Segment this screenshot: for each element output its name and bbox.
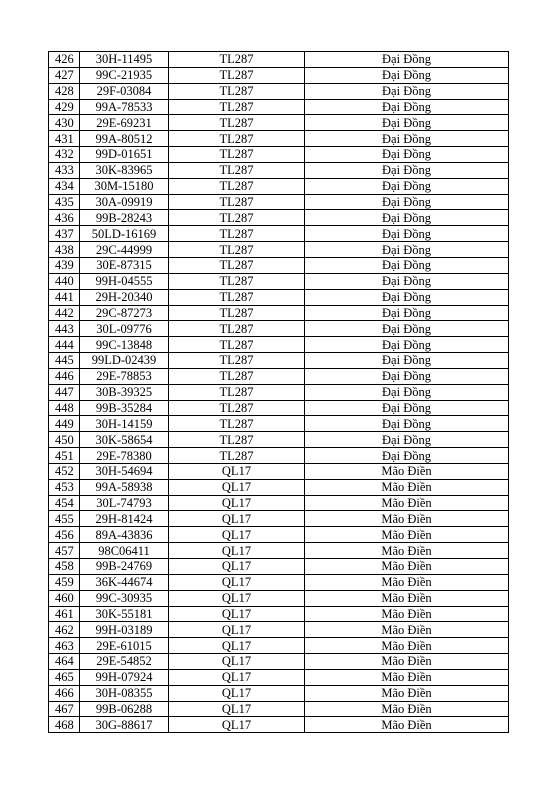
location-cell: Mão Điền xyxy=(305,479,509,495)
location-cell: Đại Đồng xyxy=(305,162,509,178)
location-cell: Mão Điền xyxy=(305,701,509,717)
table-row xyxy=(49,638,509,654)
row-number-cell: 438 xyxy=(49,242,80,258)
row-number-cell: 456 xyxy=(49,527,80,543)
table-row xyxy=(49,273,509,289)
location-cell: Đại Đồng xyxy=(305,337,509,353)
route-cell: QL17 xyxy=(169,463,305,479)
plate-number-cell: 30H-14159 xyxy=(80,416,169,432)
row-number-cell: 448 xyxy=(49,400,80,416)
plate-number-cell: 30E-87315 xyxy=(80,257,169,273)
table-row xyxy=(49,701,509,717)
location-cell: Đại Đồng xyxy=(305,305,509,321)
route-cell: TL287 xyxy=(169,368,305,384)
plate-number-cell: 99B-06288 xyxy=(80,701,169,717)
route-cell: TL287 xyxy=(169,257,305,273)
plate-number-cell: 30M-15180 xyxy=(80,178,169,194)
route-cell: TL287 xyxy=(169,194,305,210)
row-number-cell: 454 xyxy=(49,495,80,511)
plate-number-cell: 99A-58938 xyxy=(80,479,169,495)
plate-number-cell: 99B-28243 xyxy=(80,210,169,226)
route-cell: QL17 xyxy=(169,543,305,559)
row-number-cell: 465 xyxy=(49,669,80,685)
row-number-cell: 449 xyxy=(49,416,80,432)
plate-number-cell: 99H-04555 xyxy=(80,273,169,289)
row-number-cell: 436 xyxy=(49,210,80,226)
row-number-cell: 428 xyxy=(49,83,80,99)
table-row xyxy=(49,606,509,622)
table-row xyxy=(49,83,509,99)
plate-number-cell: 99LD-02439 xyxy=(80,353,169,369)
table-row xyxy=(49,448,509,464)
table-row xyxy=(49,257,509,273)
location-cell: Đại Đồng xyxy=(305,194,509,210)
row-number-cell: 468 xyxy=(49,717,80,733)
row-number-cell: 442 xyxy=(49,305,80,321)
location-cell: Mão Điền xyxy=(305,574,509,590)
route-cell: QL17 xyxy=(169,701,305,717)
plate-number-cell: 30L-09776 xyxy=(80,321,169,337)
plate-number-cell: 30H-54694 xyxy=(80,463,169,479)
location-cell: Đại Đồng xyxy=(305,67,509,83)
location-cell: Đại Đồng xyxy=(305,210,509,226)
vehicle-table-body xyxy=(49,52,509,733)
location-cell: Mão Điền xyxy=(305,717,509,733)
location-cell: Đại Đồng xyxy=(305,368,509,384)
location-cell: Đại Đồng xyxy=(305,448,509,464)
plate-number-cell: 99B-35284 xyxy=(80,400,169,416)
row-number-cell: 435 xyxy=(49,194,80,210)
table-row xyxy=(49,178,509,194)
location-cell: Mão Điền xyxy=(305,654,509,670)
plate-number-cell: 89A-43836 xyxy=(80,527,169,543)
table-row xyxy=(49,353,509,369)
row-number-cell: 434 xyxy=(49,178,80,194)
plate-number-cell: 29E-78380 xyxy=(80,448,169,464)
row-number-cell: 457 xyxy=(49,543,80,559)
route-cell: QL17 xyxy=(169,622,305,638)
row-number-cell: 466 xyxy=(49,685,80,701)
table-row xyxy=(49,432,509,448)
row-number-cell: 464 xyxy=(49,654,80,670)
plate-number-cell: 29C-44999 xyxy=(80,242,169,258)
plate-number-cell: 30H-11495 xyxy=(80,52,169,68)
row-number-cell: 445 xyxy=(49,353,80,369)
row-number-cell: 462 xyxy=(49,622,80,638)
route-cell: QL17 xyxy=(169,685,305,701)
location-cell: Đại Đồng xyxy=(305,273,509,289)
location-cell: Đại Đồng xyxy=(305,416,509,432)
row-number-cell: 440 xyxy=(49,273,80,289)
table-row xyxy=(49,99,509,115)
route-cell: QL17 xyxy=(169,606,305,622)
plate-number-cell: 29E-61015 xyxy=(80,638,169,654)
plate-number-cell: 30L-74793 xyxy=(80,495,169,511)
route-cell: TL287 xyxy=(169,131,305,147)
route-cell: TL287 xyxy=(169,83,305,99)
location-cell: Mão Điền xyxy=(305,638,509,654)
plate-number-cell: 99A-78533 xyxy=(80,99,169,115)
plate-number-cell: 29H-20340 xyxy=(80,289,169,305)
row-number-cell: 460 xyxy=(49,590,80,606)
plate-number-cell: 99H-07924 xyxy=(80,669,169,685)
location-cell: Mão Điền xyxy=(305,511,509,527)
plate-number-cell: 30G-88617 xyxy=(80,717,169,733)
location-cell: Đại Đồng xyxy=(305,83,509,99)
plate-number-cell: 99C-13848 xyxy=(80,337,169,353)
plate-number-cell: 99C-21935 xyxy=(80,67,169,83)
route-cell: TL287 xyxy=(169,178,305,194)
vehicle-list-sheet xyxy=(48,51,508,733)
table-row xyxy=(49,654,509,670)
plate-number-cell: 30K-55181 xyxy=(80,606,169,622)
row-number-cell: 458 xyxy=(49,559,80,575)
plate-number-cell: 30H-08355 xyxy=(80,685,169,701)
plate-number-cell: 99D-01651 xyxy=(80,147,169,163)
location-cell: Đại Đồng xyxy=(305,226,509,242)
table-row xyxy=(49,511,509,527)
route-cell: TL287 xyxy=(169,115,305,131)
location-cell: Đại Đồng xyxy=(305,99,509,115)
location-cell: Đại Đồng xyxy=(305,321,509,337)
row-number-cell: 453 xyxy=(49,479,80,495)
plate-number-cell: 99B-24769 xyxy=(80,559,169,575)
table-row xyxy=(49,384,509,400)
location-cell: Mão Điền xyxy=(305,590,509,606)
plate-number-cell: 29E-54852 xyxy=(80,654,169,670)
location-cell: Mão Điền xyxy=(305,606,509,622)
route-cell: TL287 xyxy=(169,52,305,68)
row-number-cell: 427 xyxy=(49,67,80,83)
location-cell: Đại Đồng xyxy=(305,178,509,194)
route-cell: TL287 xyxy=(169,99,305,115)
route-cell: QL17 xyxy=(169,717,305,733)
row-number-cell: 441 xyxy=(49,289,80,305)
location-cell: Mão Điền xyxy=(305,622,509,638)
row-number-cell: 429 xyxy=(49,99,80,115)
location-cell: Đại Đồng xyxy=(305,384,509,400)
location-cell: Đại Đồng xyxy=(305,131,509,147)
row-number-cell: 461 xyxy=(49,606,80,622)
table-row xyxy=(49,527,509,543)
location-cell: Đại Đồng xyxy=(305,257,509,273)
route-cell: QL17 xyxy=(169,559,305,575)
route-cell: TL287 xyxy=(169,210,305,226)
route-cell: TL287 xyxy=(169,432,305,448)
route-cell: QL17 xyxy=(169,479,305,495)
route-cell: TL287 xyxy=(169,162,305,178)
table-row xyxy=(49,495,509,511)
route-cell: QL17 xyxy=(169,654,305,670)
table-row xyxy=(49,194,509,210)
plate-number-cell: 30K-83965 xyxy=(80,162,169,178)
route-cell: TL287 xyxy=(169,337,305,353)
plate-number-cell: 99C-30935 xyxy=(80,590,169,606)
table-row xyxy=(49,305,509,321)
route-cell: TL287 xyxy=(169,147,305,163)
table-row xyxy=(49,543,509,559)
table-row xyxy=(49,590,509,606)
route-cell: QL17 xyxy=(169,495,305,511)
plate-number-cell: 36K-44674 xyxy=(80,574,169,590)
route-cell: QL17 xyxy=(169,638,305,654)
table-row xyxy=(49,400,509,416)
table-row xyxy=(49,479,509,495)
row-number-cell: 443 xyxy=(49,321,80,337)
route-cell: QL17 xyxy=(169,527,305,543)
location-cell: Mão Điền xyxy=(305,463,509,479)
route-cell: QL17 xyxy=(169,669,305,685)
row-number-cell: 431 xyxy=(49,131,80,147)
route-cell: TL287 xyxy=(169,242,305,258)
row-number-cell: 452 xyxy=(49,463,80,479)
table-row xyxy=(49,685,509,701)
location-cell: Mão Điền xyxy=(305,543,509,559)
location-cell: Đại Đồng xyxy=(305,289,509,305)
route-cell: TL287 xyxy=(169,305,305,321)
table-row xyxy=(49,669,509,685)
route-cell: QL17 xyxy=(169,511,305,527)
route-cell: TL287 xyxy=(169,448,305,464)
row-number-cell: 463 xyxy=(49,638,80,654)
route-cell: TL287 xyxy=(169,321,305,337)
plate-number-cell: 30B-39325 xyxy=(80,384,169,400)
table-row xyxy=(49,131,509,147)
row-number-cell: 439 xyxy=(49,257,80,273)
table-row xyxy=(49,463,509,479)
row-number-cell: 450 xyxy=(49,432,80,448)
plate-number-cell: 99H-03189 xyxy=(80,622,169,638)
row-number-cell: 447 xyxy=(49,384,80,400)
table-row xyxy=(49,162,509,178)
location-cell: Mão Điền xyxy=(305,669,509,685)
table-row xyxy=(49,416,509,432)
route-cell: TL287 xyxy=(169,416,305,432)
table-row xyxy=(49,52,509,68)
location-cell: Đại Đồng xyxy=(305,52,509,68)
table-row xyxy=(49,67,509,83)
plate-number-cell: 29E-69231 xyxy=(80,115,169,131)
route-cell: QL17 xyxy=(169,590,305,606)
plate-number-cell: 29H-81424 xyxy=(80,511,169,527)
plate-number-cell: 29C-87273 xyxy=(80,305,169,321)
route-cell: QL17 xyxy=(169,574,305,590)
table-row xyxy=(49,559,509,575)
plate-number-cell: 30K-58654 xyxy=(80,432,169,448)
table-row xyxy=(49,242,509,258)
table-row xyxy=(49,226,509,242)
route-cell: TL287 xyxy=(169,353,305,369)
vehicle-table xyxy=(48,51,509,733)
route-cell: TL287 xyxy=(169,273,305,289)
route-cell: TL287 xyxy=(169,289,305,305)
row-number-cell: 433 xyxy=(49,162,80,178)
location-cell: Mão Điền xyxy=(305,527,509,543)
row-number-cell: 432 xyxy=(49,147,80,163)
location-cell: Đại Đồng xyxy=(305,242,509,258)
row-number-cell: 451 xyxy=(49,448,80,464)
plate-number-cell: 99A-80512 xyxy=(80,131,169,147)
row-number-cell: 437 xyxy=(49,226,80,242)
location-cell: Đại Đồng xyxy=(305,400,509,416)
location-cell: Đại Đồng xyxy=(305,115,509,131)
row-number-cell: 446 xyxy=(49,368,80,384)
location-cell: Đại Đồng xyxy=(305,147,509,163)
plate-number-cell: 50LD-16169 xyxy=(80,226,169,242)
table-row xyxy=(49,115,509,131)
location-cell: Mão Điền xyxy=(305,559,509,575)
location-cell: Đại Đồng xyxy=(305,432,509,448)
plate-number-cell: 29F-03084 xyxy=(80,83,169,99)
table-row xyxy=(49,368,509,384)
table-row xyxy=(49,717,509,733)
row-number-cell: 430 xyxy=(49,115,80,131)
route-cell: TL287 xyxy=(169,226,305,242)
table-row xyxy=(49,210,509,226)
row-number-cell: 444 xyxy=(49,337,80,353)
route-cell: TL287 xyxy=(169,67,305,83)
route-cell: TL287 xyxy=(169,400,305,416)
table-row xyxy=(49,321,509,337)
table-row xyxy=(49,147,509,163)
row-number-cell: 426 xyxy=(49,52,80,68)
table-row xyxy=(49,622,509,638)
location-cell: Mão Điền xyxy=(305,685,509,701)
table-row xyxy=(49,289,509,305)
row-number-cell: 455 xyxy=(49,511,80,527)
route-cell: TL287 xyxy=(169,384,305,400)
plate-number-cell: 98C06411 xyxy=(80,543,169,559)
plate-number-cell: 30A-09919 xyxy=(80,194,169,210)
location-cell: Mão Điền xyxy=(305,495,509,511)
row-number-cell: 467 xyxy=(49,701,80,717)
location-cell: Đại Đồng xyxy=(305,353,509,369)
row-number-cell: 459 xyxy=(49,574,80,590)
table-row xyxy=(49,337,509,353)
table-row xyxy=(49,574,509,590)
plate-number-cell: 29E-78853 xyxy=(80,368,169,384)
